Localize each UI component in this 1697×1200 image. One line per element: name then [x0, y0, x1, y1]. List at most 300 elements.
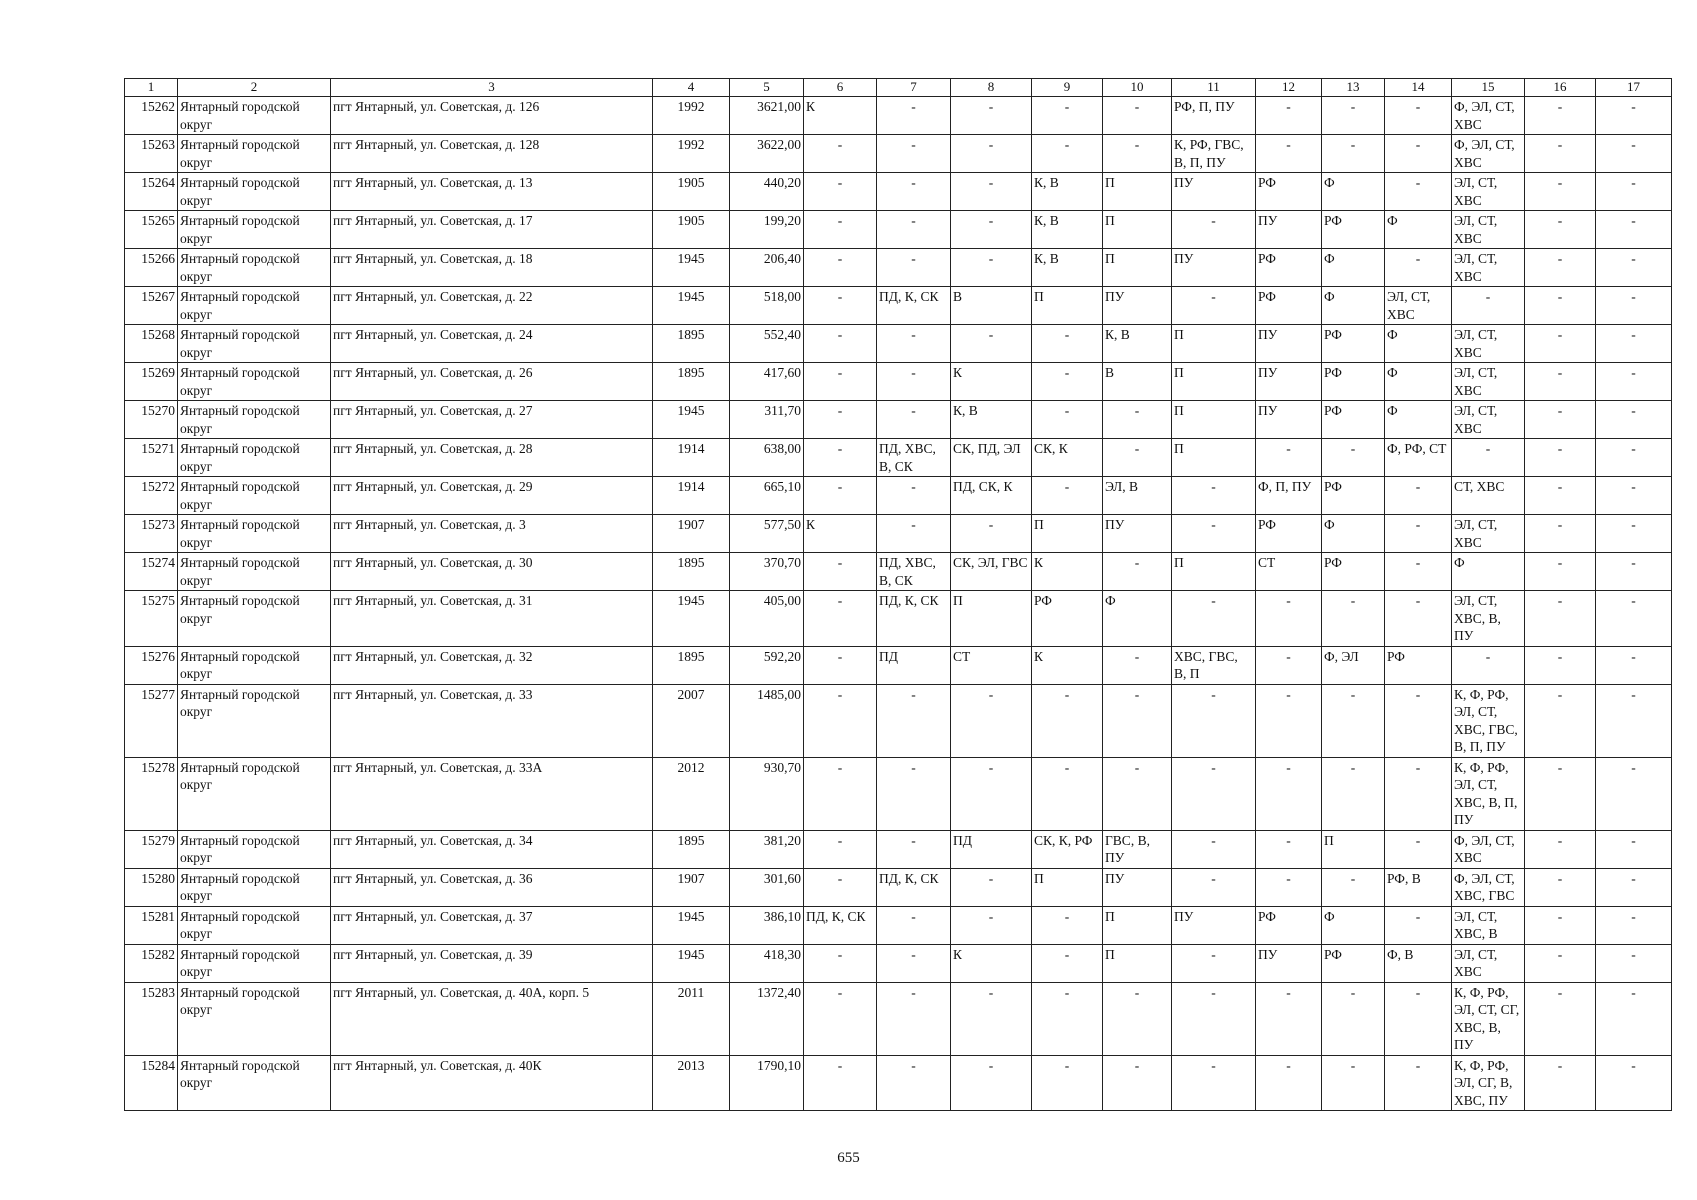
cell-col-6: -	[804, 249, 877, 287]
cell-col-6: -	[804, 439, 877, 477]
cell-area: 3621,00	[730, 97, 804, 135]
cell-row-number: 15276	[125, 646, 178, 684]
cell-col-13: Ф	[1322, 287, 1385, 325]
cell-col-12: РФ	[1256, 906, 1322, 944]
cell-col-6: -	[804, 684, 877, 757]
cell-col-17: -	[1596, 757, 1672, 830]
cell-address: пгт Янтарный, ул. Советская, д. 34	[331, 830, 653, 868]
table-row	[125, 684, 1672, 757]
cell-municipality: Янтарный городской округ	[178, 211, 331, 249]
table-row	[125, 906, 1672, 944]
cell-col-13: -	[1322, 97, 1385, 135]
cell-col-17: -	[1596, 439, 1672, 477]
cell-col-12: -	[1256, 646, 1322, 684]
cell-year-built: 1895	[653, 325, 730, 363]
cell-col-13: РФ	[1322, 944, 1385, 982]
cell-col-13: РФ	[1322, 553, 1385, 591]
cell-col-16: -	[1525, 173, 1596, 211]
table-row	[125, 97, 1672, 135]
cell-col-14: -	[1385, 249, 1452, 287]
cell-col-15: -	[1452, 646, 1525, 684]
cell-col-16: -	[1525, 553, 1596, 591]
cell-municipality: Янтарный городской округ	[178, 515, 331, 553]
table-row	[125, 944, 1672, 982]
cell-col-11: П	[1172, 553, 1256, 591]
cell-col-17: -	[1596, 906, 1672, 944]
cell-col-8: К, В	[951, 401, 1032, 439]
cell-col-9: -	[1032, 1055, 1103, 1111]
cell-col-16: -	[1525, 249, 1596, 287]
table-row	[125, 477, 1672, 515]
cell-col-9: К, В	[1032, 173, 1103, 211]
cell-col-7: -	[877, 757, 951, 830]
cell-row-number: 15268	[125, 325, 178, 363]
cell-area: 552,40	[730, 325, 804, 363]
cell-col-14: Ф	[1385, 363, 1452, 401]
cell-col-11: П	[1172, 363, 1256, 401]
cell-col-15: ЭЛ, СТ, ХВС, В, ПУ	[1452, 591, 1525, 647]
cell-area: 3622,00	[730, 135, 804, 173]
cell-col-14: -	[1385, 830, 1452, 868]
table-row	[125, 591, 1672, 647]
cell-row-number: 15278	[125, 757, 178, 830]
cell-col-15: ЭЛ, СТ, ХВС, В	[1452, 906, 1525, 944]
cell-col-15: ЭЛ, СТ, ХВС	[1452, 249, 1525, 287]
table-row	[125, 515, 1672, 553]
cell-col-8: П	[951, 591, 1032, 647]
cell-col-15: К, Ф, РФ, ЭЛ, СТ, ХВС, ГВС, В, П, ПУ	[1452, 684, 1525, 757]
cell-col-6: -	[804, 173, 877, 211]
cell-col-8: -	[951, 97, 1032, 135]
cell-col-12: -	[1256, 591, 1322, 647]
cell-row-number: 15277	[125, 684, 178, 757]
cell-col-14: РФ	[1385, 646, 1452, 684]
cell-col-6: -	[804, 982, 877, 1055]
cell-col-12: ПУ	[1256, 401, 1322, 439]
column-header: 5	[730, 79, 804, 97]
cell-col-11: ПУ	[1172, 906, 1256, 944]
cell-area: 370,70	[730, 553, 804, 591]
column-header: 1	[125, 79, 178, 97]
cell-address: пгт Янтарный, ул. Советская, д. 26	[331, 363, 653, 401]
cell-col-7: -	[877, 1055, 951, 1111]
cell-col-6: -	[804, 553, 877, 591]
table-row	[125, 401, 1672, 439]
cell-col-9: П	[1032, 868, 1103, 906]
cell-col-6: -	[804, 211, 877, 249]
cell-row-number: 15274	[125, 553, 178, 591]
cell-col-13: -	[1322, 982, 1385, 1055]
cell-municipality: Янтарный городской округ	[178, 868, 331, 906]
cell-col-15: Ф, ЭЛ, СТ, ХВС	[1452, 135, 1525, 173]
cell-col-16: -	[1525, 135, 1596, 173]
cell-municipality: Янтарный городской округ	[178, 135, 331, 173]
cell-col-10: Ф	[1103, 591, 1172, 647]
cell-municipality: Янтарный городской округ	[178, 363, 331, 401]
cell-col-6: -	[804, 477, 877, 515]
cell-area: 381,20	[730, 830, 804, 868]
cell-col-13: -	[1322, 439, 1385, 477]
cell-col-7: ПД, К, СК	[877, 868, 951, 906]
cell-col-15: К, Ф, РФ, ЭЛ, СГ, В, ХВС, ПУ	[1452, 1055, 1525, 1111]
housing-register-table	[124, 78, 1672, 1111]
cell-col-7: -	[877, 363, 951, 401]
cell-row-number: 15283	[125, 982, 178, 1055]
cell-address: пгт Янтарный, ул. Советская, д. 22	[331, 287, 653, 325]
cell-address: пгт Янтарный, ул. Советская, д. 18	[331, 249, 653, 287]
cell-col-9: -	[1032, 363, 1103, 401]
cell-area: 418,30	[730, 944, 804, 982]
table-row	[125, 1055, 1672, 1111]
cell-col-10: ПУ	[1103, 868, 1172, 906]
cell-year-built: 1945	[653, 591, 730, 647]
cell-row-number: 15279	[125, 830, 178, 868]
cell-col-12: ПУ	[1256, 211, 1322, 249]
cell-row-number: 15271	[125, 439, 178, 477]
cell-year-built: 1945	[653, 906, 730, 944]
cell-col-9: -	[1032, 684, 1103, 757]
cell-row-number: 15281	[125, 906, 178, 944]
cell-row-number: 15282	[125, 944, 178, 982]
cell-col-14: -	[1385, 982, 1452, 1055]
cell-col-13: Ф	[1322, 515, 1385, 553]
cell-col-13: -	[1322, 135, 1385, 173]
cell-col-10: -	[1103, 97, 1172, 135]
cell-col-17: -	[1596, 982, 1672, 1055]
cell-col-8: К	[951, 944, 1032, 982]
column-header: 9	[1032, 79, 1103, 97]
cell-col-6: -	[804, 830, 877, 868]
cell-year-built: 2007	[653, 684, 730, 757]
cell-year-built: 1895	[653, 363, 730, 401]
cell-row-number: 15284	[125, 1055, 178, 1111]
cell-col-13: -	[1322, 684, 1385, 757]
cell-year-built: 2013	[653, 1055, 730, 1111]
cell-col-14: -	[1385, 477, 1452, 515]
table-body	[125, 97, 1672, 1111]
cell-col-16: -	[1525, 1055, 1596, 1111]
cell-row-number: 15265	[125, 211, 178, 249]
cell-col-11: К, РФ, ГВС, В, П, ПУ	[1172, 135, 1256, 173]
cell-col-9: П	[1032, 515, 1103, 553]
cell-address: пгт Янтарный, ул. Советская, д. 39	[331, 944, 653, 982]
cell-col-17: -	[1596, 868, 1672, 906]
cell-year-built: 1992	[653, 97, 730, 135]
cell-col-6: -	[804, 757, 877, 830]
cell-col-10: -	[1103, 401, 1172, 439]
cell-row-number: 15272	[125, 477, 178, 515]
cell-col-17: -	[1596, 211, 1672, 249]
cell-col-7: ПД	[877, 646, 951, 684]
column-header: 13	[1322, 79, 1385, 97]
cell-col-11: П	[1172, 401, 1256, 439]
cell-col-11: ПУ	[1172, 249, 1256, 287]
cell-col-10: П	[1103, 249, 1172, 287]
cell-col-7: -	[877, 173, 951, 211]
cell-municipality: Янтарный городской округ	[178, 97, 331, 135]
cell-col-14: -	[1385, 97, 1452, 135]
cell-col-6: -	[804, 363, 877, 401]
cell-col-17: -	[1596, 477, 1672, 515]
table-row	[125, 439, 1672, 477]
cell-col-8: СТ	[951, 646, 1032, 684]
cell-col-6: К	[804, 515, 877, 553]
table-row	[125, 982, 1672, 1055]
cell-address: пгт Янтарный, ул. Советская, д. 33А	[331, 757, 653, 830]
cell-area: 311,70	[730, 401, 804, 439]
cell-col-12: РФ	[1256, 173, 1322, 211]
cell-address: пгт Янтарный, ул. Советская, д. 40А, корп. 5	[331, 982, 653, 1055]
cell-col-13: -	[1322, 1055, 1385, 1111]
column-header: 3	[331, 79, 653, 97]
cell-col-8: -	[951, 868, 1032, 906]
cell-col-13: -	[1322, 757, 1385, 830]
cell-col-11: РФ, П, ПУ	[1172, 97, 1256, 135]
cell-address: пгт Янтарный, ул. Советская, д. 40К	[331, 1055, 653, 1111]
cell-col-15: ЭЛ, СТ, ХВС	[1452, 211, 1525, 249]
cell-col-11: -	[1172, 591, 1256, 647]
cell-col-15: ЭЛ, СТ, ХВС	[1452, 401, 1525, 439]
cell-col-11: ПУ	[1172, 173, 1256, 211]
cell-col-14: -	[1385, 906, 1452, 944]
cell-col-10: -	[1103, 646, 1172, 684]
cell-col-9: П	[1032, 287, 1103, 325]
cell-col-16: -	[1525, 477, 1596, 515]
cell-municipality: Янтарный городской округ	[178, 944, 331, 982]
cell-area: 577,50	[730, 515, 804, 553]
cell-col-13: РФ	[1322, 325, 1385, 363]
cell-area: 417,60	[730, 363, 804, 401]
cell-area: 638,00	[730, 439, 804, 477]
cell-col-10: ГВС, В, ПУ	[1103, 830, 1172, 868]
cell-year-built: 1914	[653, 439, 730, 477]
cell-col-14: ЭЛ, СТ, ХВС	[1385, 287, 1452, 325]
cell-col-14: РФ, В	[1385, 868, 1452, 906]
table-row	[125, 868, 1672, 906]
cell-col-7: -	[877, 477, 951, 515]
table-row	[125, 830, 1672, 868]
cell-col-8: -	[951, 173, 1032, 211]
cell-col-12: -	[1256, 868, 1322, 906]
table-row	[125, 287, 1672, 325]
column-header: 8	[951, 79, 1032, 97]
cell-col-17: -	[1596, 944, 1672, 982]
cell-col-9: -	[1032, 325, 1103, 363]
cell-col-12: Ф, П, ПУ	[1256, 477, 1322, 515]
cell-col-13: РФ	[1322, 211, 1385, 249]
cell-col-7: -	[877, 944, 951, 982]
cell-col-17: -	[1596, 646, 1672, 684]
cell-col-16: -	[1525, 211, 1596, 249]
cell-col-10: ПУ	[1103, 515, 1172, 553]
cell-col-7: -	[877, 830, 951, 868]
cell-municipality: Янтарный городской округ	[178, 830, 331, 868]
cell-col-13: Ф, ЭЛ	[1322, 646, 1385, 684]
cell-col-8: СК, ПД, ЭЛ	[951, 439, 1032, 477]
cell-area: 386,10	[730, 906, 804, 944]
column-header: 10	[1103, 79, 1172, 97]
cell-col-16: -	[1525, 439, 1596, 477]
cell-col-14: -	[1385, 591, 1452, 647]
cell-col-13: -	[1322, 591, 1385, 647]
cell-col-16: -	[1525, 868, 1596, 906]
cell-col-9: -	[1032, 477, 1103, 515]
table-row	[125, 363, 1672, 401]
cell-row-number: 15280	[125, 868, 178, 906]
cell-col-9: СК, К, РФ	[1032, 830, 1103, 868]
cell-year-built: 1945	[653, 287, 730, 325]
cell-col-11: -	[1172, 515, 1256, 553]
cell-col-13: РФ	[1322, 401, 1385, 439]
cell-col-8: -	[951, 325, 1032, 363]
cell-col-6: -	[804, 1055, 877, 1111]
cell-col-16: -	[1525, 287, 1596, 325]
cell-col-15: Ф	[1452, 553, 1525, 591]
cell-col-12: -	[1256, 982, 1322, 1055]
cell-address: пгт Янтарный, ул. Советская, д. 32	[331, 646, 653, 684]
cell-col-9: -	[1032, 982, 1103, 1055]
cell-col-14: Ф	[1385, 211, 1452, 249]
cell-col-17: -	[1596, 249, 1672, 287]
column-header: 12	[1256, 79, 1322, 97]
cell-col-12: -	[1256, 97, 1322, 135]
cell-area: 665,10	[730, 477, 804, 515]
cell-col-12: СТ	[1256, 553, 1322, 591]
cell-area: 518,00	[730, 287, 804, 325]
cell-col-15: Ф, ЭЛ, СТ, ХВС	[1452, 97, 1525, 135]
cell-col-8: -	[951, 249, 1032, 287]
cell-year-built: 1992	[653, 135, 730, 173]
cell-year-built: 1905	[653, 211, 730, 249]
cell-area: 206,40	[730, 249, 804, 287]
cell-col-11: П	[1172, 439, 1256, 477]
cell-col-10: -	[1103, 553, 1172, 591]
cell-year-built: 1945	[653, 401, 730, 439]
cell-col-16: -	[1525, 830, 1596, 868]
cell-col-9: К, В	[1032, 249, 1103, 287]
cell-col-17: -	[1596, 325, 1672, 363]
cell-col-11: -	[1172, 684, 1256, 757]
cell-col-14: -	[1385, 173, 1452, 211]
cell-col-12: РФ	[1256, 515, 1322, 553]
cell-area: 301,60	[730, 868, 804, 906]
cell-col-17: -	[1596, 553, 1672, 591]
cell-col-6: -	[804, 325, 877, 363]
cell-col-8: -	[951, 1055, 1032, 1111]
cell-col-16: -	[1525, 515, 1596, 553]
cell-col-13: П	[1322, 830, 1385, 868]
cell-col-15: ЭЛ, СТ, ХВС	[1452, 515, 1525, 553]
cell-row-number: 15266	[125, 249, 178, 287]
cell-col-7: -	[877, 906, 951, 944]
cell-col-14: -	[1385, 553, 1452, 591]
cell-col-12: -	[1256, 684, 1322, 757]
cell-year-built: 1907	[653, 868, 730, 906]
cell-area: 1372,40	[730, 982, 804, 1055]
cell-col-14: -	[1385, 135, 1452, 173]
cell-col-15: К, Ф, РФ, ЭЛ, СТ, СГ, ХВС, В, ПУ	[1452, 982, 1525, 1055]
cell-col-8: СК, ЭЛ, ГВС	[951, 553, 1032, 591]
cell-col-10: -	[1103, 982, 1172, 1055]
cell-municipality: Янтарный городской округ	[178, 553, 331, 591]
cell-area: 1485,00	[730, 684, 804, 757]
cell-col-13: РФ	[1322, 477, 1385, 515]
cell-municipality: Янтарный городской округ	[178, 684, 331, 757]
cell-col-10: В	[1103, 363, 1172, 401]
cell-col-11: П	[1172, 325, 1256, 363]
cell-col-10: П	[1103, 173, 1172, 211]
cell-municipality: Янтарный городской округ	[178, 982, 331, 1055]
cell-col-11: -	[1172, 982, 1256, 1055]
cell-col-14: Ф	[1385, 401, 1452, 439]
cell-municipality: Янтарный городской округ	[178, 325, 331, 363]
cell-col-7: -	[877, 982, 951, 1055]
cell-col-13: РФ	[1322, 363, 1385, 401]
cell-col-7: ПД, К, СК	[877, 591, 951, 647]
cell-col-10: -	[1103, 1055, 1172, 1111]
column-header: 16	[1525, 79, 1596, 97]
cell-col-9: РФ	[1032, 591, 1103, 647]
cell-address: пгт Янтарный, ул. Советская, д. 13	[331, 173, 653, 211]
cell-col-11: -	[1172, 830, 1256, 868]
table-row	[125, 135, 1672, 173]
cell-col-15: Ф, ЭЛ, СТ, ХВС, ГВС	[1452, 868, 1525, 906]
cell-year-built: 1895	[653, 646, 730, 684]
cell-col-13: Ф	[1322, 906, 1385, 944]
cell-col-10: -	[1103, 757, 1172, 830]
cell-col-6: -	[804, 944, 877, 982]
cell-col-8: -	[951, 515, 1032, 553]
cell-address: пгт Янтарный, ул. Советская, д. 24	[331, 325, 653, 363]
cell-col-12: -	[1256, 757, 1322, 830]
cell-col-10: П	[1103, 211, 1172, 249]
cell-year-built: 2012	[653, 757, 730, 830]
cell-col-16: -	[1525, 591, 1596, 647]
cell-col-7: -	[877, 249, 951, 287]
cell-col-16: -	[1525, 944, 1596, 982]
cell-col-9: К	[1032, 553, 1103, 591]
cell-col-9: К, В	[1032, 211, 1103, 249]
cell-col-17: -	[1596, 135, 1672, 173]
cell-area: 1790,10	[730, 1055, 804, 1111]
cell-col-17: -	[1596, 591, 1672, 647]
cell-col-15: Ф, ЭЛ, СТ, ХВС	[1452, 830, 1525, 868]
cell-col-14: Ф	[1385, 325, 1452, 363]
cell-col-9: -	[1032, 944, 1103, 982]
cell-area: 592,20	[730, 646, 804, 684]
cell-col-8: ПД	[951, 830, 1032, 868]
cell-address: пгт Янтарный, ул. Советская, д. 128	[331, 135, 653, 173]
column-header: 4	[653, 79, 730, 97]
table-row	[125, 325, 1672, 363]
cell-col-16: -	[1525, 906, 1596, 944]
cell-col-11: ХВС, ГВС, В, П	[1172, 646, 1256, 684]
cell-col-17: -	[1596, 1055, 1672, 1111]
cell-area: 199,20	[730, 211, 804, 249]
table-row	[125, 757, 1672, 830]
cell-col-9: СК, К	[1032, 439, 1103, 477]
column-header: 11	[1172, 79, 1256, 97]
cell-col-16: -	[1525, 363, 1596, 401]
cell-col-11: -	[1172, 757, 1256, 830]
cell-col-14: -	[1385, 757, 1452, 830]
cell-address: пгт Янтарный, ул. Советская, д. 17	[331, 211, 653, 249]
cell-col-12: ПУ	[1256, 325, 1322, 363]
cell-col-8: -	[951, 982, 1032, 1055]
cell-col-11: -	[1172, 1055, 1256, 1111]
cell-municipality: Янтарный городской округ	[178, 646, 331, 684]
cell-col-7: ПД, ХВС, В, СК	[877, 553, 951, 591]
